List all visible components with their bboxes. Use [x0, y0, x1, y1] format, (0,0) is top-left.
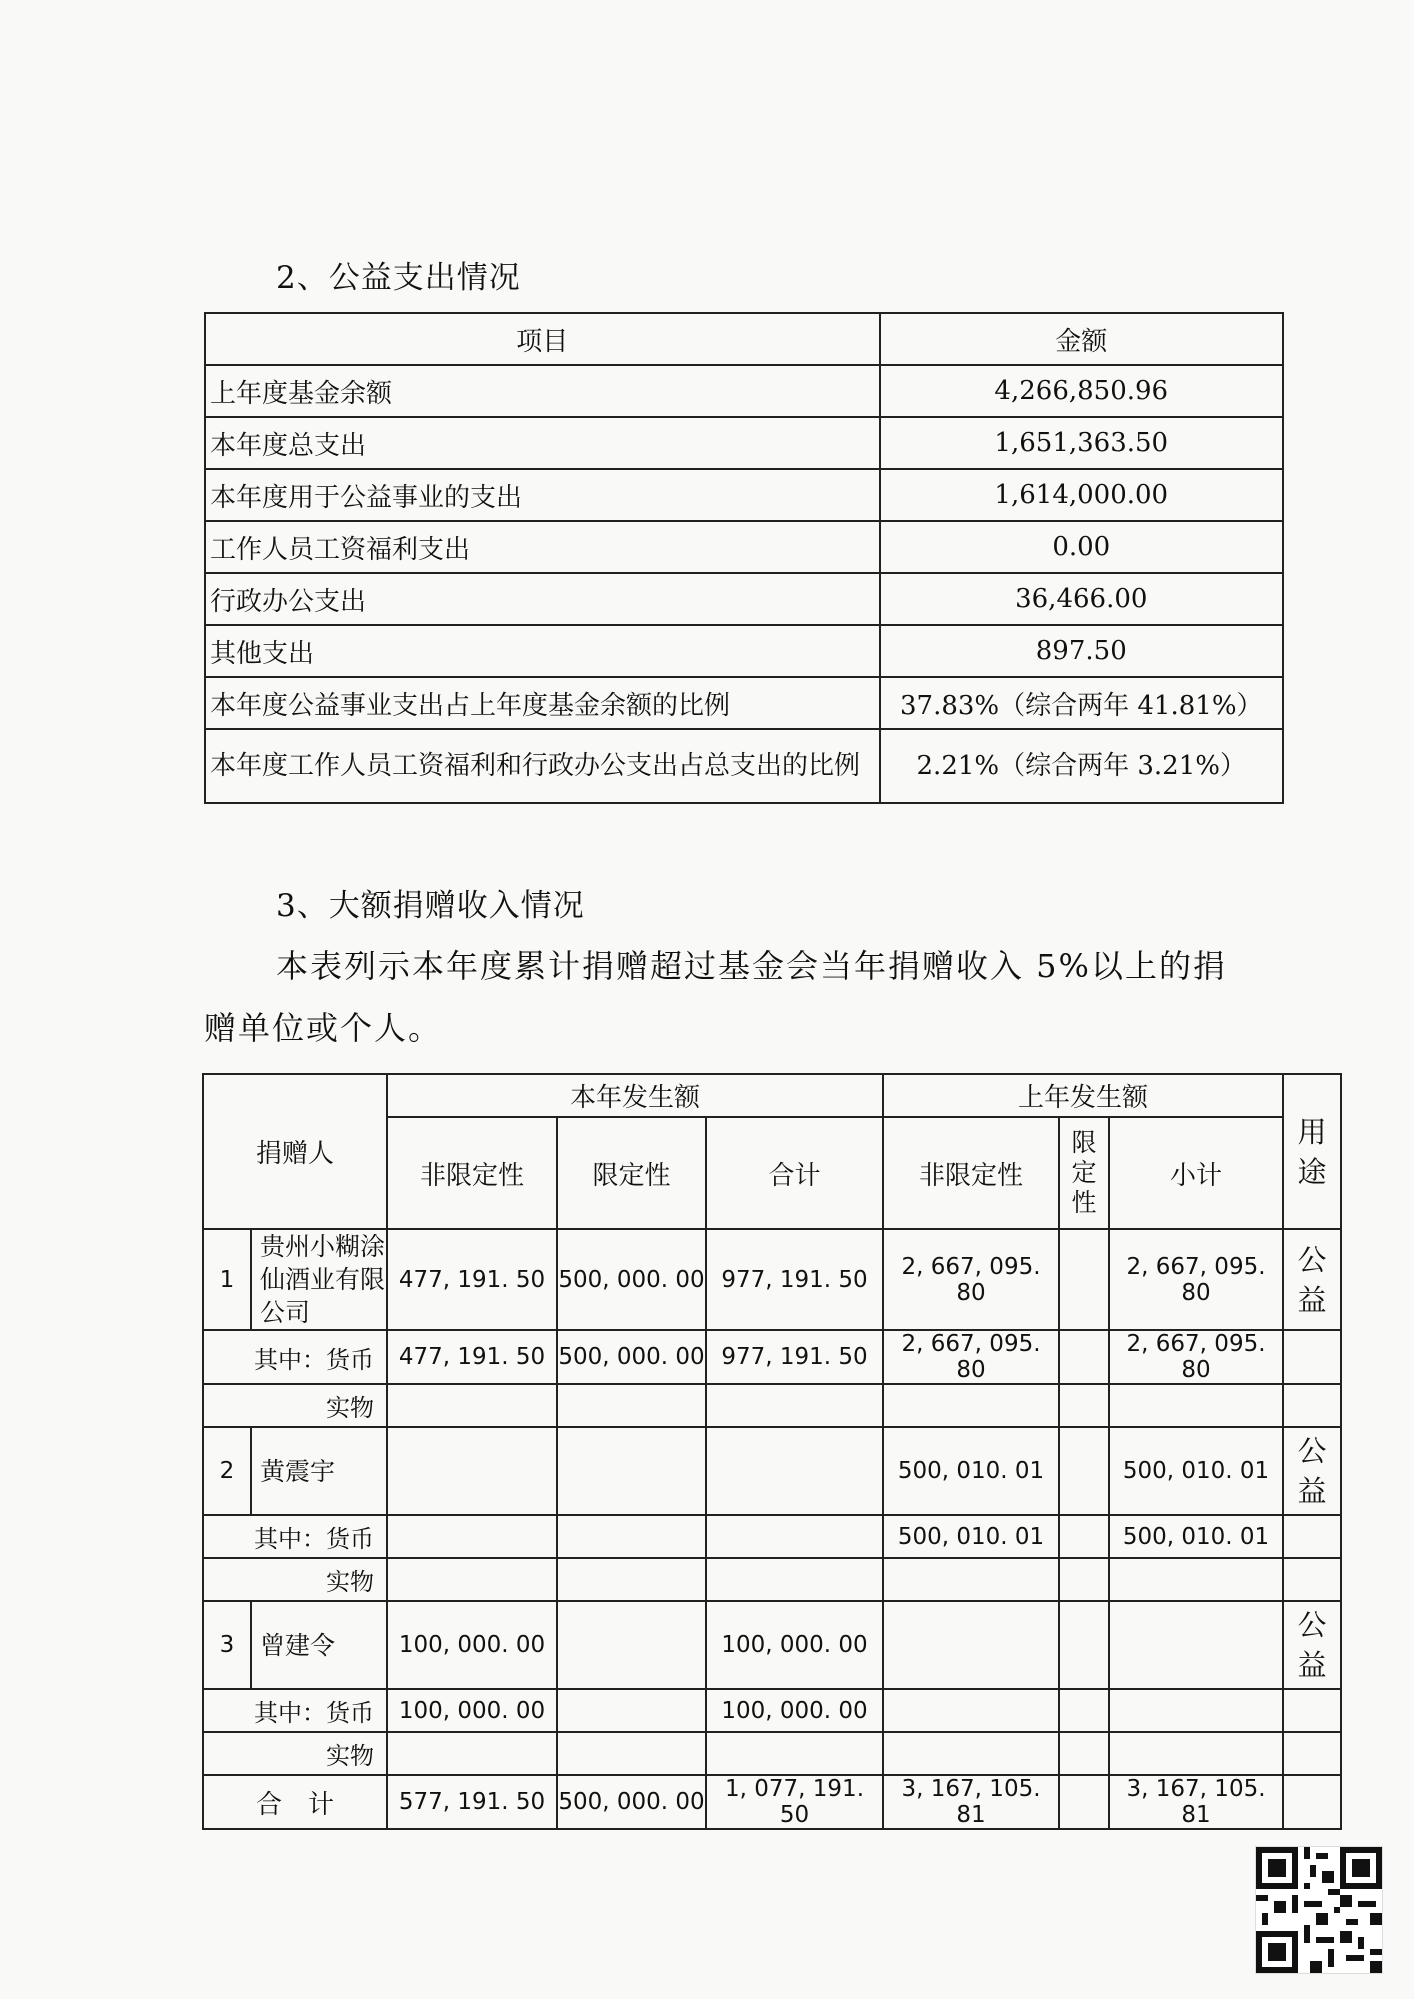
expense-table — [204, 312, 1284, 804]
total-prior-restricted — [1059, 1775, 1109, 1829]
cell-prior-subtotal — [1109, 1689, 1283, 1732]
total-prior-unrestricted: 3, 167, 105. 81 — [883, 1775, 1059, 1829]
donor-name: 黄震宇 — [251, 1427, 387, 1515]
cell-unrestricted — [387, 1515, 557, 1558]
intro-line-1: 本表列示本年度累计捐赠超过基金会当年捐赠收入 5%以上的捐 — [276, 947, 1227, 985]
cell-empty — [706, 1558, 883, 1601]
cell-empty — [1059, 1732, 1109, 1775]
donation-table — [202, 1073, 1342, 1830]
cell-total: 100, 000. 00 — [706, 1689, 883, 1732]
donor-name: 贵州小糊涂仙酒业有限公司 — [251, 1229, 387, 1330]
cell-unrestricted: 100, 000. 00 — [387, 1689, 557, 1732]
cell-prior-subtotal: 500, 010. 01 — [1109, 1427, 1283, 1515]
cell-empty — [1109, 1384, 1283, 1427]
cell-restricted — [557, 1689, 706, 1732]
row-amount: 1,614,000.00 — [880, 469, 1283, 521]
donor-number: 2 — [203, 1427, 251, 1515]
header-prior-year: 上年发生额 — [883, 1074, 1283, 1117]
cell-empty — [1283, 1732, 1341, 1775]
cell-total — [706, 1515, 883, 1558]
label-cash: 其中：货币 — [203, 1689, 387, 1732]
cell-prior-restricted — [1059, 1689, 1109, 1732]
row-amount: 1,651,363.50 — [880, 417, 1283, 469]
cell-use: 公益 — [1283, 1427, 1341, 1515]
row-amount: 2.21%（综合两年 3.21%） — [880, 729, 1283, 803]
row-item: 上年度基金余额 — [205, 365, 880, 417]
cell-prior-unrestricted: 500, 010. 01 — [883, 1515, 1059, 1558]
label-cash: 其中：货币 — [203, 1330, 387, 1384]
row-item: 本年度公益事业支出占上年度基金余额的比例 — [205, 677, 880, 729]
cell-use: 公益 — [1283, 1229, 1341, 1330]
cell-prior-restricted — [1059, 1427, 1109, 1515]
cell-total — [706, 1427, 883, 1515]
cell-empty — [1059, 1558, 1109, 1601]
cell-prior-subtotal: 2, 667, 095. 80 — [1109, 1330, 1283, 1384]
cell-prior-restricted — [1059, 1229, 1109, 1330]
label-cash: 其中：货币 — [203, 1515, 387, 1558]
header-item: 项目 — [205, 313, 880, 365]
totals-label: 合 计 — [203, 1775, 387, 1829]
cell-use-empty — [1283, 1515, 1341, 1558]
cell-total: 977, 191. 50 — [706, 1229, 883, 1330]
label-inkind: 实物 — [203, 1384, 387, 1427]
cell-prior-subtotal: 500, 010. 01 — [1109, 1515, 1283, 1558]
cell-empty — [883, 1732, 1059, 1775]
row-item: 行政办公支出 — [205, 573, 880, 625]
label-inkind: 实物 — [203, 1558, 387, 1601]
cell-unrestricted — [387, 1427, 557, 1515]
cell-empty — [1109, 1732, 1283, 1775]
cell-unrestricted: 477, 191. 50 — [387, 1330, 557, 1384]
cell-empty — [883, 1384, 1059, 1427]
cell-prior-subtotal — [1109, 1601, 1283, 1689]
total-unrestricted: 577, 191. 50 — [387, 1775, 557, 1829]
header-unrestricted: 非限定性 — [387, 1117, 557, 1229]
cell-use-empty — [1283, 1330, 1341, 1384]
donor-number: 3 — [203, 1601, 251, 1689]
row-amount: 37.83%（综合两年 41.81%） — [880, 677, 1283, 729]
cell-use-empty — [1283, 1689, 1341, 1732]
cell-prior-unrestricted: 2, 667, 095. 80 — [883, 1229, 1059, 1330]
header-current-year: 本年发生额 — [387, 1074, 883, 1117]
header-total: 合计 — [706, 1117, 883, 1229]
cell-empty — [557, 1732, 706, 1775]
row-amount: 0.00 — [880, 521, 1283, 573]
cell-prior-unrestricted: 500, 010. 01 — [883, 1427, 1059, 1515]
header-use: 用途 — [1283, 1074, 1341, 1229]
section2-title: 2、公益支出情况 — [276, 260, 521, 296]
cell-prior-restricted — [1059, 1515, 1109, 1558]
cell-use: 公益 — [1283, 1601, 1341, 1689]
cell-empty — [706, 1732, 883, 1775]
cell-prior-unrestricted — [883, 1689, 1059, 1732]
cell-empty — [883, 1558, 1059, 1601]
row-amount: 4,266,850.96 — [880, 365, 1283, 417]
header-restricted: 限定性 — [557, 1117, 706, 1229]
qr-code-icon — [1255, 1846, 1383, 1974]
cell-prior-unrestricted — [883, 1601, 1059, 1689]
cell-restricted — [557, 1601, 706, 1689]
cell-use-empty — [1283, 1775, 1341, 1829]
cell-empty — [387, 1558, 557, 1601]
row-item: 本年度工作人员工资福利和行政办公支出占总支出的比例 — [205, 729, 880, 803]
total-total: 1, 077, 191. 50 — [706, 1775, 883, 1829]
header-prior-restricted: 限定性 — [1059, 1117, 1109, 1229]
header-amount: 金额 — [880, 313, 1283, 365]
section3-title: 3、大额捐赠收入情况 — [276, 888, 585, 924]
row-item: 本年度用于公益事业的支出 — [205, 469, 880, 521]
cell-prior-subtotal: 2, 667, 095. 80 — [1109, 1229, 1283, 1330]
header-subtotal: 小计 — [1109, 1117, 1283, 1229]
row-item: 工作人员工资福利支出 — [205, 521, 880, 573]
cell-empty — [557, 1384, 706, 1427]
header-donor: 捐赠人 — [203, 1074, 387, 1229]
cell-restricted — [557, 1427, 706, 1515]
cell-restricted: 500, 000. 00 — [557, 1229, 706, 1330]
header-prior-unrestricted: 非限定性 — [883, 1117, 1059, 1229]
donor-name: 曾建令 — [251, 1601, 387, 1689]
donor-number: 1 — [203, 1229, 251, 1330]
cell-empty — [557, 1558, 706, 1601]
row-item: 其他支出 — [205, 625, 880, 677]
cell-unrestricted: 100, 000. 00 — [387, 1601, 557, 1689]
cell-total: 100, 000. 00 — [706, 1601, 883, 1689]
cell-empty — [1059, 1384, 1109, 1427]
label-inkind: 实物 — [203, 1732, 387, 1775]
row-amount: 897.50 — [880, 625, 1283, 677]
total-restricted: 500, 000. 00 — [557, 1775, 706, 1829]
cell-empty — [1283, 1384, 1341, 1427]
cell-empty — [1109, 1558, 1283, 1601]
row-amount: 36,466.00 — [880, 573, 1283, 625]
cell-unrestricted: 477, 191. 50 — [387, 1229, 557, 1330]
cell-empty — [387, 1384, 557, 1427]
row-item: 本年度总支出 — [205, 417, 880, 469]
cell-empty — [387, 1732, 557, 1775]
cell-total: 977, 191. 50 — [706, 1330, 883, 1384]
cell-prior-unrestricted: 2, 667, 095. 80 — [883, 1330, 1059, 1384]
cell-empty — [1283, 1558, 1341, 1601]
total-prior-subtotal: 3, 167, 105. 81 — [1109, 1775, 1283, 1829]
cell-restricted — [557, 1515, 706, 1558]
cell-prior-restricted — [1059, 1601, 1109, 1689]
cell-empty — [706, 1384, 883, 1427]
cell-restricted: 500, 000. 00 — [557, 1330, 706, 1384]
intro-line-2: 赠单位或个人。 — [204, 1009, 443, 1047]
cell-prior-restricted — [1059, 1330, 1109, 1384]
